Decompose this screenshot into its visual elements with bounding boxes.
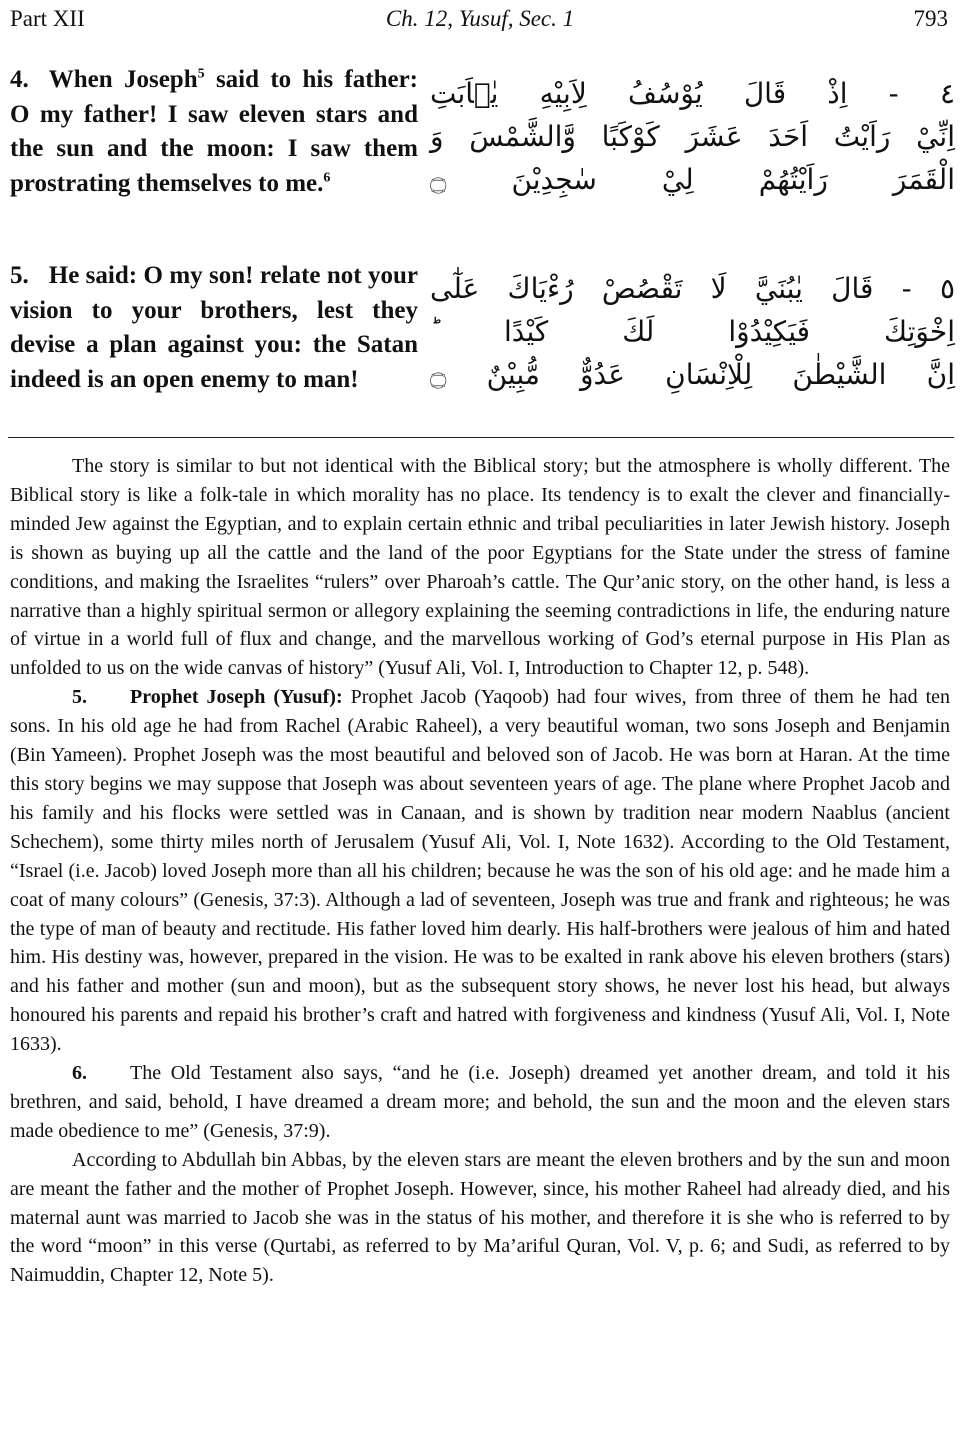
commentary-paragraph: According to Abdullah bin Abbas, by the eleven stars are meant the eleven brothers and by the sun and moon are meant the father and the mother of Prophet Joseph. However, since, his mother Raheel had already died, and his maternal aunt was married to Jacob she was in the status of his mother, and therefore it is she who is referred to by the word “moon” in this verse (Qurtabi, as referred to by Ma’ariful Quran, Vol. V, p. 6; and Sudi, as referred to by Naimuddin, Chapter 12, Note 5). (10, 1148, 950, 1287)
arabic-line: ٥ - قَالَ يٰبُنَيَّ لَا تَقْصُصْ رُءْيَاكَ عَلٰٓى (430, 272, 955, 305)
part-label: Part XII (10, 6, 85, 31)
note-5 (10, 683, 950, 1059)
verse-4-translation (10, 63, 418, 201)
verse-text: When Joseph (48, 66, 198, 93)
verse-number: 4. (10, 66, 29, 93)
arabic-line: الْقَمَرَ رَاَيْتُهُمْ لِيْ سٰجِدِيْنَ ۝ (430, 163, 955, 196)
commentary (10, 452, 950, 1290)
note-number: 6. (72, 1062, 87, 1085)
footnote-ref: 5 (197, 66, 205, 82)
verse-text: He said: O my son! relate not your vision to your brothers, lest they devise a plan against you: the Satan indeed is an open enemy to man! (10, 262, 418, 393)
note-text: Prophet Jacob (Yaqoob) had four wives, from three of them he had ten sons. In his old age he had from Rachel (Arabic Raheel), a very beautiful woman, two sons Joseph and Benjamin (Bin Yameen). Prophet Joseph was the most beautiful and beloved son of Jacob. He was born at Haran. At the time this story begins we may suppose that Joseph was about seventeen years of age. The plane where Prophet Jacob and his family and his flocks were settled was in Canaan, and is shown by tradition near modern Naablus (ancient Schechem), some thirty miles north of Jerusalem (Yusuf Ali, Vol. I, Note 1632). According to the Old Testament, “Israel (i.e. Jacob) loved Joseph more than all his children; because he was the son of his old age: and he made him a coat of many colours” (Genesis, 37:3). Although a lad of seventeen, Joseph was true and frank and righteous; he was the type of man of beauty and rectitude. His father loved him dearly. His half-brothers were jealous of him and hated him. His destiny was, however, prepared in the vision. He was to be exalted in rank above his eleven brothers (stars) and his father and mother (sun and moon), but as the subsequent story shows, he never lost his head, but always honoured his parents and repaid his brother’s craft and hatred with forgiveness and kindness (Yusuf Ali, Vol. I, Note 1633). (10, 686, 951, 1056)
arabic-line: اِنَّ الشَّيْطٰنَ لِلْاِنْسَانِ عَدُوٌّ مُّبِيْنٌ ۝ (430, 358, 955, 391)
note-text: The Old Testament also says, “and he (i.e. Joseph) dreamed yet another dream, and told it his brethren, and said, behold, I have dreamed a dream more; and behold, the sun and the moon and the eleven stars made obedience to me” (Genesis, 37:9). (10, 1062, 950, 1142)
commentary-paragraph: The story is similar to but not identical with the Biblical story; but the atmosphere is wholly different. The Biblical story is like a folk-tale in which morality has no place. Its tendency is to exalt the clever and financially-minded Jew against the Egyptian, and to explain certain ethnic and tribal peculiarities in later Jewish history. Joseph is shown as buying up all the cattle and the land of the poor Egyptians for the State under the stress of famine conditions, and making the Israelites “rulers” over Pharoah’s cattle. The Qur’anic story, on the other hand, is less a narrative than a highly spiritual sermon or allegory explaining the seeming contradictions in life, the enduring nature of virtue in a world full of flux and change, and the marvellous working of God’s eternal purpose in His Plan as unfolded to us on the wide canvas of history” (Yusuf Ali, Vol. I, Introduction to Chapter 12, p. 548). (10, 455, 950, 680)
section-divider (8, 437, 954, 438)
verse-4-arabic (430, 72, 955, 201)
running-header (10, 6, 950, 36)
note-6 (10, 1059, 950, 1146)
footnote-ref: 6 (323, 170, 331, 186)
arabic-line: اِنِّيْ رَاَيْتُ اَحَدَ عَشَرَ كَوْكَبًا وَّالشَّمْسَ وَ (430, 120, 955, 153)
page-number: 793 (913, 6, 948, 31)
verse-text-continued: said to his father: O my father! I saw eleven stars and the sun and the moon: I saw them prostrating themselves to me. (10, 66, 418, 197)
verse-5-translation (10, 259, 418, 397)
verse-5-arabic (430, 267, 955, 396)
arabic-line: اِخْوَتِكَ فَيَكِيْدُوْا لَكَ كَيْدًا ؕ (430, 315, 955, 348)
note-number: 5. (72, 686, 87, 709)
arabic-line: ٤ - اِذْ قَالَ يُوْسُفُ لِاَبِيْهِ يٰۤاَبَتِ (430, 77, 955, 110)
verse-number: 5. (10, 262, 29, 289)
chapter-label: Ch. 12, Yusuf, Sec. 1 (385, 6, 575, 31)
note-title: Prophet Joseph (Yusuf): (130, 686, 343, 709)
